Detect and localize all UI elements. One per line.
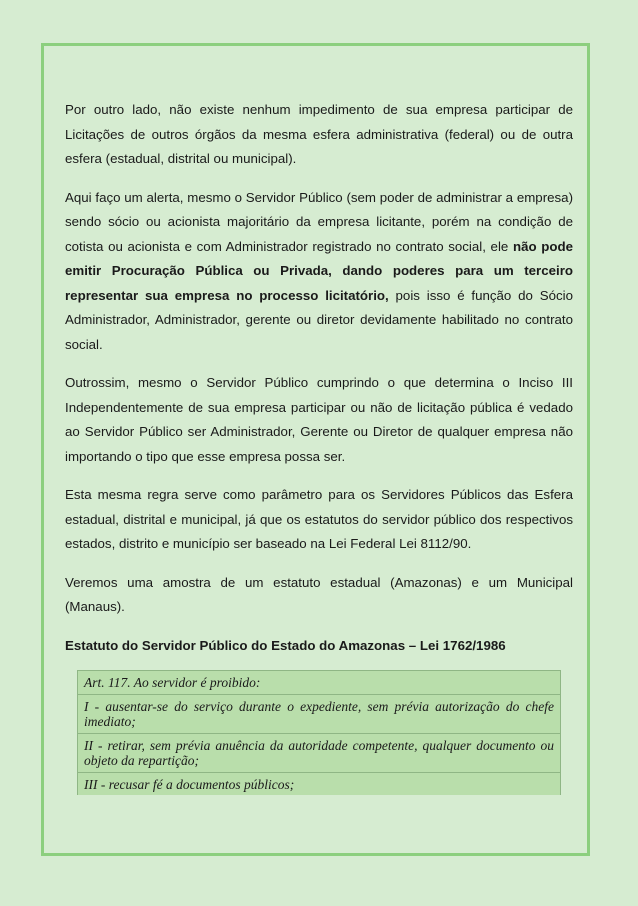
paragraph-2 [65, 186, 573, 358]
table-row [78, 733, 561, 772]
paragraph-2-end: pois isso é função do Sócio Administrador, Administrador, gerente ou diretor devidamente habilitado no contrato social. [65, 287, 573, 352]
table-row [78, 772, 561, 795]
statute-article: Art. 117. Ao servidor é proibido: [78, 671, 561, 695]
paragraph-2-start: Aqui faço um alerta, mesmo o Servidor Público (sem poder de administrar a empresa) sendo sócio ou acionista majoritário da empresa licitante, porém na condição de cotista ou acionista e com Administrador registrado no contrato social, ele [65, 189, 573, 254]
statute-item-iii: III - recusar fé a documentos públicos; [78, 772, 561, 795]
paragraph-1: Por outro lado, não existe nenhum impedimento de sua empresa participar de Licitações de outros órgãos da mesma esfera administrativa (federal) ou de outra esfera (estadual, distrital ou municipal). [65, 102, 573, 166]
statute-table [77, 670, 561, 795]
paragraph-5: Veremos uma amostra de um estatuto estadual (Amazonas) e um Municipal (Manaus). [65, 574, 573, 614]
paragraph-3: Outrossim, mesmo o Servidor Público cumprindo o que determina o Inciso III Independentemente de sua empresa participar ou não de licitação pública é vedado ao Servidor Público ser Administrador, Gerente ou Diretor de qualquer empresa não importando o tipo que esse empresa possa ser. [65, 375, 573, 464]
statute-item-ii: II - retirar, sem prévia anuência da autoridade competente, qualquer documento ou objeto da repartição; [78, 733, 561, 772]
paragraph-4: Esta mesma regra serve como parâmetro para os Servidores Públicos das Esfera estadual, distrital e municipal, já que os estatutos do servidor público dos respectivos estados, distrito e município ser baseado na Lei Federal Lei 8112/90. [65, 487, 573, 551]
table-row [78, 671, 561, 695]
document-body [65, 98, 573, 795]
table-row [78, 694, 561, 733]
paragraph-2-bold: não pode emitir Procuração Pública ou Privada, dando poderes para um terceiro representar sua empresa no processo licitatório, [65, 238, 573, 303]
statute-heading: Estatuto do Servidor Público do Estado do Amazonas – Lei 1762/1986 [65, 637, 506, 653]
statute-item-i: I - ausentar-se do serviço durante o expediente, sem prévia autorização do chefe imediato; [78, 694, 561, 733]
